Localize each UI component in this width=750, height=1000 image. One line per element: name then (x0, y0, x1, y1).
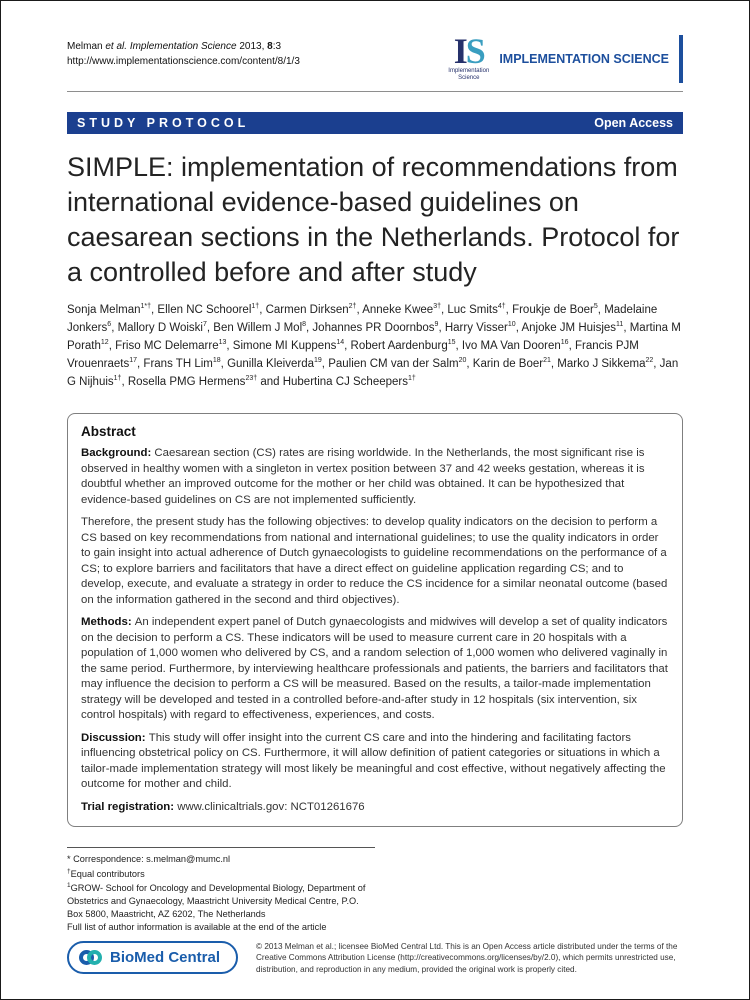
author: Hubertina CJ Scheepers$^{1\dagger}$ (282, 374, 416, 388)
author: Harry Visser$^{10}$ (444, 321, 516, 335)
copyright-notice: © 2013 Melman et al.; licensee BioMed Central Ltd. This is an Open Access article distributed under the terms of the Creative Commons Attribution License (http://creativecommons.org/licenses/by/2.0), which permits unrestricted use, distribution, and reproduction in any medium, provided the original work is properly cited. (256, 941, 678, 974)
abstract-paragraph: Trial registration: www.clinicaltrials.gov: NCT01261676 (81, 800, 365, 813)
citation-block (67, 35, 300, 69)
author: Madelaine Jonkers$^6$ (67, 304, 658, 335)
abstract-heading: Abstract (81, 424, 136, 440)
footnote: †Equal contributors (67, 867, 145, 879)
journal-logo (448, 31, 683, 83)
author: Ivo MA Van Dooren$^{16}$ (461, 339, 569, 352)
citation-segment: :3 (272, 41, 282, 52)
article-type-banner (67, 112, 683, 134)
journal-name: IMPLEMENTATION SCIENCE (499, 52, 669, 66)
citation-segment: Melman (67, 41, 106, 52)
logo-accent-bar (679, 35, 683, 83)
author: Gunilla Kleiverda$^{19}$ (227, 356, 322, 370)
monogram-letter-i: I (453, 31, 466, 72)
author: Martina M Porath$^{12}$ (67, 322, 681, 352)
bmc-logo-text: BioMed Central (110, 949, 221, 967)
author: Karin de Boer$^{21}$ (472, 356, 551, 370)
abstract-paragraph: Therefore, the present study has the following objectives: to develop quality indicators on the decision to perform a CS based on key recommendations from national and international guidelines; to use the quality indicators in order to gain insight into actual adherence of Dutch gynaecologists to guideline recommendations on the performance of a CS; to explore barriers and facilitators that have a direct effect on guideline application regarding CS; and to develop, execute, and evaluate a strategy in order to reduce the CS incidence for a similar neonatal outcome (based on the information gathered in the second and third objectives). (81, 516, 668, 606)
author: Anjoke JM Huisjes$^{11}$ (521, 321, 624, 335)
article-title: SIMPLE: implementation of recommendations from international evidence-based guidelines on caesarean sections in the Netherlands. Protocol for a controlled before and after study (67, 152, 680, 288)
author: Mallory D Woiski$^7$ (117, 321, 207, 335)
citation-segment: 2013, (236, 41, 268, 52)
footnotes (67, 847, 375, 934)
author: Johannes PR Doornbos$^9$ (312, 321, 439, 335)
page-header (67, 31, 683, 83)
journal-monogram-icon (448, 31, 490, 81)
header-divider (67, 91, 683, 92)
biomed-central-logo (67, 941, 238, 974)
footnote: * Correspondence: s.melman@mumc.nl (67, 854, 231, 865)
author: Jan G Nijhuis$^{1\dagger}$ (67, 357, 679, 388)
author: Anneke Kwee$^{3\dagger}$ (362, 303, 441, 317)
monogram-caption-line2: Science (458, 74, 480, 81)
author: Paulien CM van der Salm$^{20}$ (328, 356, 467, 370)
article-type-label: STUDY PROTOCOL (77, 116, 250, 130)
author: Friso MC Delemarre$^{13}$ (115, 339, 227, 352)
author: Ben Willem J Mol$^8$ (213, 321, 307, 335)
monogram-caption (448, 68, 489, 82)
citation-line (67, 39, 300, 54)
monogram-caption-line1: Implementation (448, 67, 490, 74)
bmc-circles-icon (79, 950, 102, 965)
abstract-paragraph: Discussion: This study will offer insight into the current CS care and into the hindering and facilitating factors influencing obstetrical policy on CS. Furthermore, it will allow definition of patient categories or situations in which a tailor-made implementation strategy will most likely be meaningful and cost effective, without negatively affecting the outcome for mother and child. (81, 731, 666, 791)
author: Ellen NC Schoorel$^{1\dagger}$ (157, 303, 260, 317)
author: Francis PJM Vrouenraets$^{17}$ (67, 340, 639, 370)
abstract-paragraph: Methods: An independent expert panel of Dutch gynaecologists and midwives will develop a set of quality indicators on the decision to perform a CS. These indicators will be used to measure current care in 20 hospitals with a population of 1,000 women who delivered by CS, and a random selection of 1,000 women who delivered vaginally in the same period. Furthermore, by interviewing healthcare professionals and patients, the barriers and facilitators that may influence the decision to perform a CS will be measured. Based on the results, a tailor-made implementation strategy will be developed and tested in a controlled before-and-after study in 12 hospitals (six intervention, six control hospitals) with regard to effectiveness, experiences, and costs. (81, 616, 668, 722)
author: Sonja Melman$^{1*\dagger}$ (67, 303, 152, 317)
open-access-label: Open Access (594, 116, 673, 130)
footnote: $^1$GROW- School for Oncology and Developmental Biology, Department of Obstetrics and Gynaecology, Maastricht University Medical Centre, P.O. Box 5800, Maastricht, AZ 6202, The Netherlands (67, 881, 366, 919)
abstract-box (67, 413, 683, 827)
author: Rosella PMG Hermens$^{23\dagger}$ (127, 374, 258, 388)
author: Marko J Sikkema$^{22}$ (557, 356, 654, 370)
article-url-link[interactable]: http://www.implementationscience.com/content/8/1/3 (67, 56, 300, 67)
author: Luc Smits$^{4\dagger}$ (447, 303, 506, 317)
footnote: Full list of author information is available at the end of the article (67, 921, 327, 932)
monogram-letter-s: S (465, 31, 484, 72)
abstract-paragraph: Background: Caesarean section (CS) rates are rising worldwide. In the Netherlands, the most significant rise is observed in healthy women with a singleton in vertex position between 37 and 42 weeks gestation, whereas it is doubtful whether an improved outcome for the mother or her child was obtained. It can be hypothesized that evidence-based guidelines on CS are not implemented sufficiently. (81, 447, 645, 506)
page-footer (67, 941, 683, 975)
author: Carmen Dirksen$^{2\dagger}$ (265, 303, 357, 317)
citation-segment: et al. Implementation Science (105, 41, 237, 52)
citation-segment: 8 (267, 41, 273, 52)
author: Simone MI Kuppens$^{14}$ (232, 339, 345, 352)
author: Frans TH Lim$^{18}$ (143, 356, 221, 370)
author-list: Sonja Melman$^{1*\dagger}$, Ellen NC Schoorel$^{1\dagger}$, Carmen Dirksen$^{2\dagger}$, Anneke Kwee$^{3\dagger}$, Luc Smits$^{4\dagger}$, Froukje de Boer$^5$, Madelaine Jonkers$^6$, Mallory D Woiski$^7$, Ben Willem J Mol$^8$, Johannes PR Doornbos$^9$, Harry Visser$^{10}$, Anjoke JM Huisjes$^{11}$, Martina M Porath$^{12}$, Friso MC Delemarre$^{13}$, Simone MI Kuppens$^{14}$, Robert Aardenburg$^{15}$, Ivo MA Van Dooren$^{16}$, Francis PJM Vrouenraets$^{17}$, Frans TH Lim$^{18}$, Gunilla Kleiverda$^{19}$, Paulien CM van der Salm$^{20}$, Karin de Boer$^{21}$, Marko J Sikkema$^{22}$, Jan G Nijhuis$^{1\dagger}$, Rosella PMG Hermens$^{23\dagger}$ and Hubertina CJ Scheepers$^{1\dagger}$ (67, 303, 681, 388)
author: Froukje de Boer$^5$ (512, 303, 598, 317)
author: Robert Aardenburg$^{15}$ (350, 339, 456, 352)
abstract-sections (81, 446, 669, 815)
